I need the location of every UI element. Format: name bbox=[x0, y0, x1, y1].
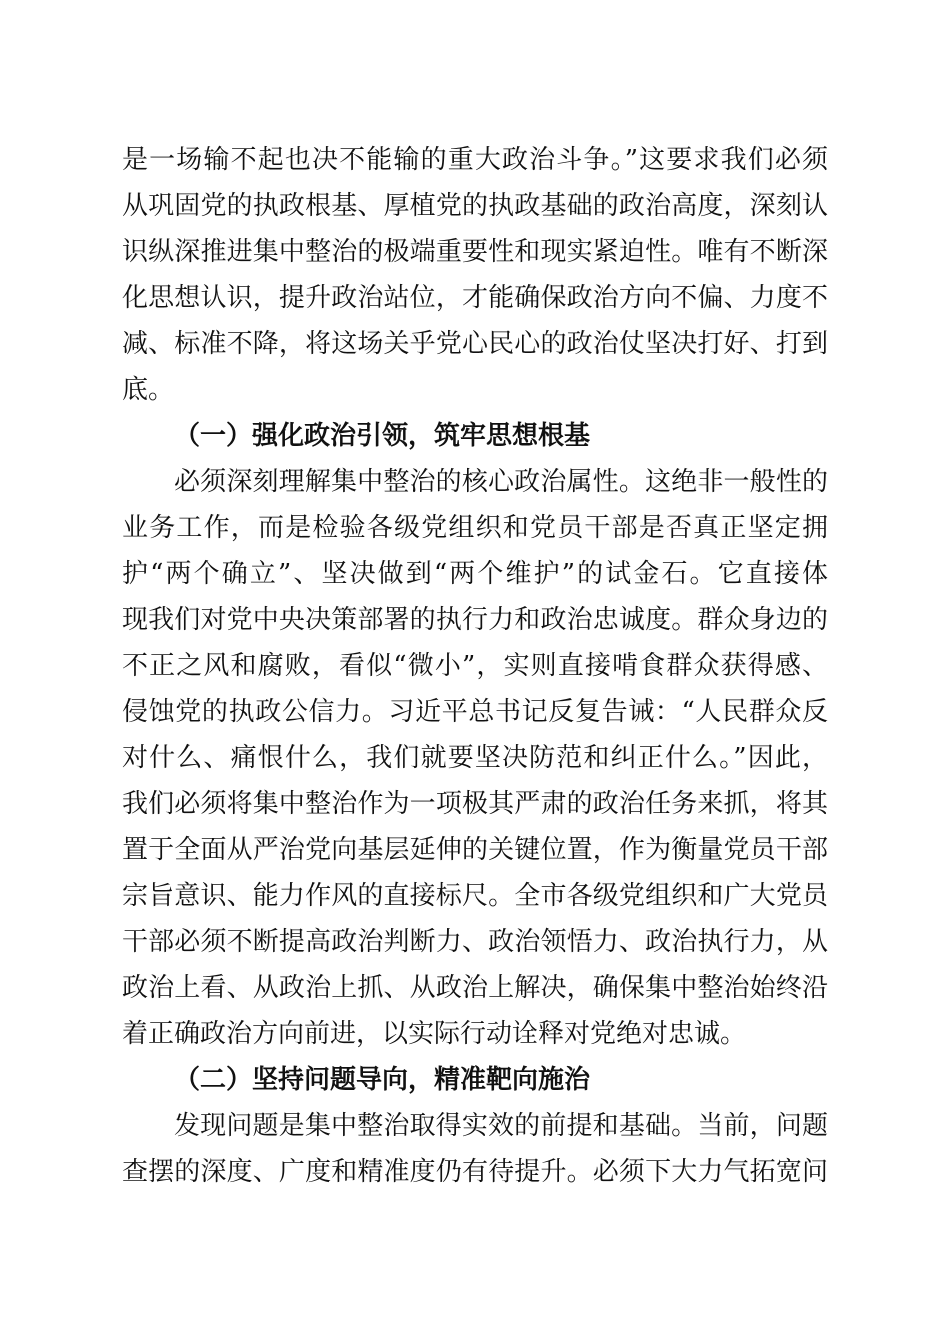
text-line: 政治上看、从政治上抓、从政治上解决，确保集中整治始终沿 bbox=[122, 973, 828, 1003]
section-heading: （二）坚持问题导向，精准靶向施治 bbox=[174, 1065, 591, 1095]
text-line: 护“两个确立”、坚决做到“两个维护”的试金石。它直接体 bbox=[122, 559, 828, 589]
text-line: 发现问题是集中整治取得实效的前提和基础。当前，问题 bbox=[174, 1111, 828, 1141]
text-line: 是一场输不起也决不能输的重大政治斗争。”这要求我们必须 bbox=[122, 145, 828, 175]
text-line: 从巩固党的执政根基、厚植党的执政基础的政治高度，深刻认 bbox=[122, 191, 828, 221]
text-line: 不正之风和腐败，看似“微小”，实则直接啃食群众获得感、 bbox=[122, 651, 828, 681]
text-line: 业务工作，而是检验各级党组织和党员干部是否真正坚定拥 bbox=[122, 513, 828, 543]
text-line: 底。 bbox=[122, 375, 175, 405]
text-line: 置于全面从严治党向基层延伸的关键位置，作为衡量党员干部 bbox=[122, 835, 828, 865]
text-line: 化思想认识，提升政治站位，才能确保政治方向不偏、力度不 bbox=[122, 283, 828, 313]
text-line: 侵蚀党的执政公信力。习近平总书记反复告诫：“人民群众反 bbox=[122, 697, 828, 727]
section-heading: （一）强化政治引领，筑牢思想根基 bbox=[174, 421, 591, 451]
text-line: 识纵深推进集中整治的极端重要性和现实紧迫性。唯有不断深 bbox=[122, 237, 828, 267]
text-line: 查摆的深度、广度和精准度仍有待提升。必须下大力气拓宽问 bbox=[122, 1157, 828, 1187]
text-line: 减、标准不降，将这场关乎党心民心的政治仗坚决打好、打到 bbox=[122, 329, 828, 359]
text-line: 宗旨意识、能力作风的直接标尺。全市各级党组织和广大党员 bbox=[122, 881, 828, 911]
text-line: 着正确政治方向前进，以实际行动诠释对党绝对忠诚。 bbox=[122, 1019, 747, 1049]
text-line: 必须深刻理解集中整治的核心政治属性。这绝非一般性的 bbox=[174, 467, 828, 497]
text-line: 对什么、痛恨什么，我们就要坚决防范和纠正什么。”因此， bbox=[122, 743, 828, 773]
text-line: 现我们对党中央决策部署的执行力和政治忠诚度。群众身边的 bbox=[122, 605, 828, 635]
text-line: 我们必须将集中整治作为一项极其严肃的政治任务来抓，将其 bbox=[122, 789, 828, 819]
text-line: 干部必须不断提高政治判断力、政治领悟力、政治执行力，从 bbox=[122, 927, 828, 957]
